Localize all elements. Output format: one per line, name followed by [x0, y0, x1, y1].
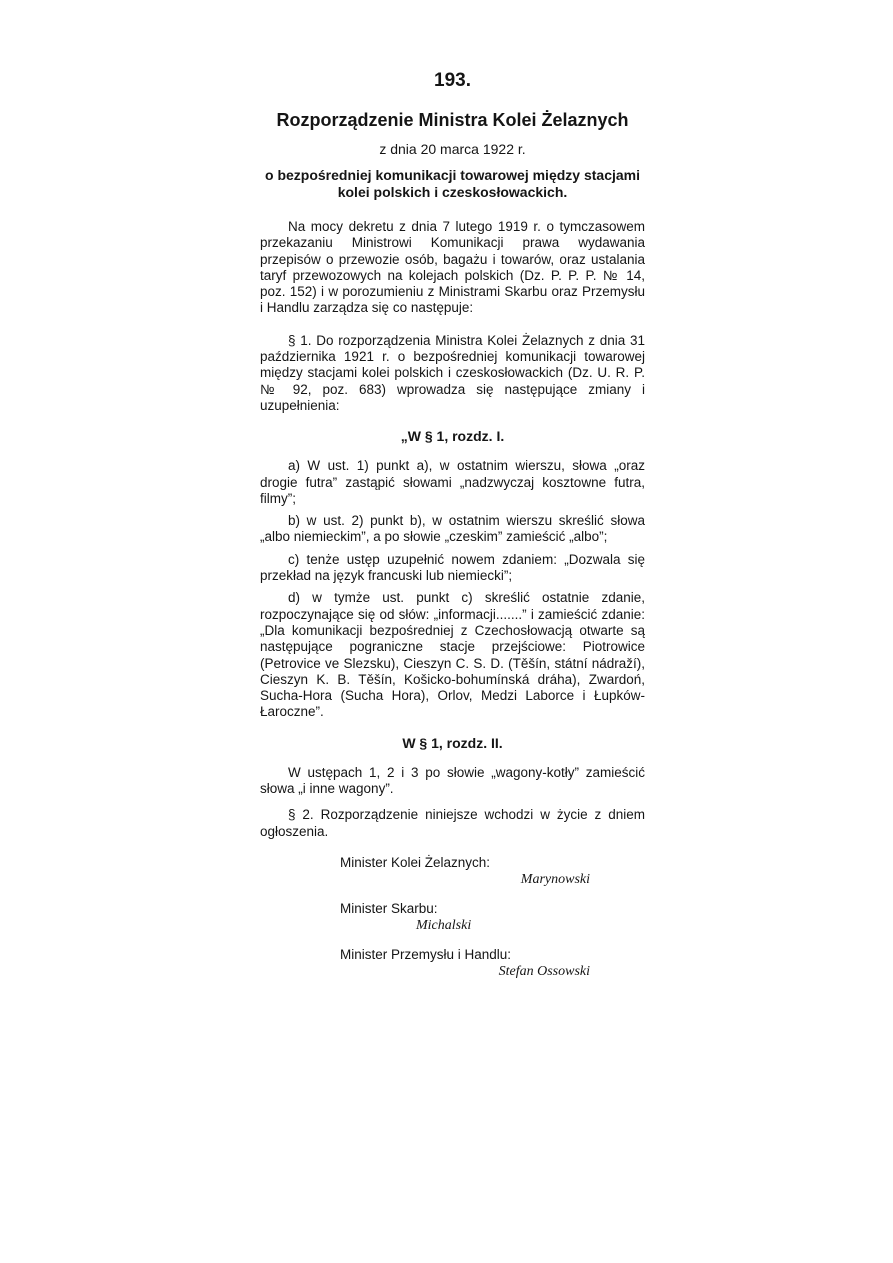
signature-title: Minister Skarbu:: [340, 900, 438, 916]
item-b-paragraph: b) w ust. 2) punkt b), w ostatnim wierszu skreślić słowa „albo niemieckim”, a po słowie „czeskim” zamieścić „albo”;: [260, 513, 645, 545]
document-page: [260, 70, 645, 992]
item-d-paragraph: d) w tymże ust. punkt c) skreślić ostatnie zdanie, rozpoczynające się od słów: „informacji.......” i zamieścić zdanie: „Dla komunikacji bezpośredniej z Czechosłowacją otwarte są następujące pograniczne stacje przejściowe: Piotrowice (Petrovice ve Slezsku), Cieszyn C. S. D. (Těšín, státní nádraží), Cieszyn K. B. Těšín, Košicko-bohumínská dráha), Zwardoń, Sucha-Hora (Sucha Hora), Orlov, Medzi Laborce i Łupków-Łaroczne”.: [260, 590, 645, 720]
section-2-paragraph: § 2. Rozporządzenie niniejsze wchodzi w życie z dniem ogłoszenia.: [260, 807, 645, 839]
signature-block: [260, 854, 645, 980]
signature-industry: [340, 946, 590, 980]
document-subject: o bezpośredniej komunikacji towarowej między stacjami kolei polskich i czeskosłowackich.: [265, 167, 640, 200]
document-number: 193.: [434, 70, 471, 91]
signature-treasury: [340, 900, 590, 934]
intro-paragraph: Na mocy dekretu z dnia 7 lutego 1919 r. o tymczasowem przekazaniu Ministrowi Komunikacji prawa wydawania przepisów o przewozie osób, bagażu i towarów, oraz ustalania taryf przewozowych na kolejach polskich (Dz. P. P. P. № 14, poz. 152) i w porozumieniu z Ministrami Skarbu oraz Przemysłu i Handlu zarządza się co następuje:: [260, 219, 645, 316]
signature-title: Minister Kolei Żelaznych:: [340, 854, 491, 870]
heading-chapter-1: „W § 1, rozdz. I.: [400, 428, 505, 445]
document-title: Rozporządzenie Ministra Kolei Żelaznych: [276, 110, 629, 130]
document-date: z dnia 20 marca 1922 r.: [379, 141, 526, 157]
item-c-paragraph: c) tenże ustęp uzupełnić nowem zdaniem: „Dozwala się przekład na język francuski lub niemiecki”;: [260, 551, 645, 584]
heading-chapter-2: W § 1, rozdz. II.: [402, 734, 503, 751]
signature-name: Stefan Ossowski: [498, 963, 590, 979]
signature-name: Marynowski: [520, 871, 590, 887]
signature-railways: [340, 854, 590, 888]
item-a-paragraph: a) W ust. 1) punkt a), w ostatnim wierszu, słowa „oraz drogie futra” zastąpić słowami „nadzwyczaj kosztowne futra, filmy”;: [260, 458, 645, 506]
signature-title: Minister Przemysłu i Handlu:: [340, 946, 512, 962]
wagony-paragraph: W ustępach 1, 2 i 3 po słowie „wagony-kotły” zamieścić słowa „i inne wagony”.: [260, 764, 645, 797]
signature-name: Michalski: [416, 917, 472, 933]
section-1-paragraph: § 1. Do rozporządzenia Ministra Kolei Żelaznych z dnia 31 października 1921 r. o bezpośredniej komunikacji towarowej między stacjami kolei polskich i czeskosłowackich (Dz. U. R. P. № 92, poz. 683) wprowadza się następujące zmiany i uzupełnienia:: [260, 332, 645, 413]
